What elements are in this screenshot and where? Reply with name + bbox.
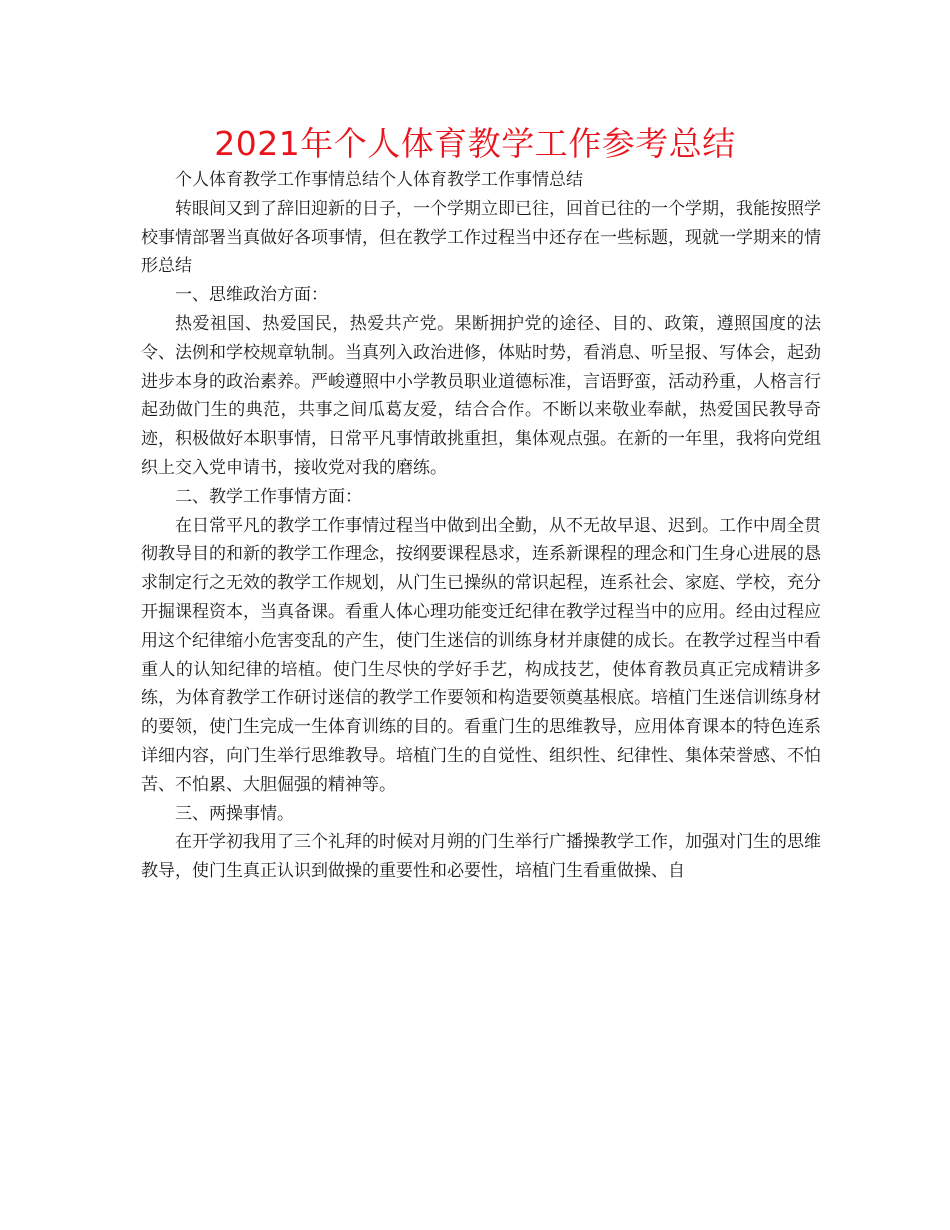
section-heading-politics: 一、思维政治方面： (175, 285, 328, 306)
document-body (141, 166, 821, 886)
section-heading-teaching: 二、教学工作事情方面： (175, 486, 362, 507)
paragraph-politics: 热爱祖国、热爱国民，热爱共产党。果断拥护党的途径、目的、政策，遵照国度的法令、法例和学校规章轨制。当真列入政治进修，体贴时势，看消息、听呈报、写体会，起劲进步本身的政治素养。严峻遵照中小学教员职业道德标准，言语野蛮，活动矜重，人格言行起劲做门生的典范，共事之间瓜葛友爱，结合合作。不断以来敬业奉献，热爱国民教导奇迹，积极做好本职事情，日常平凡事情敢挑重担，集体观点强。在新的一年里，我将向党组织上交入党申请书，接收党对我的磨练。 (141, 313, 821, 478)
document-title: 2021年个人体育教学工作参考总结 (214, 124, 736, 163)
paragraph-teaching: 在日常平凡的教学工作事情过程当中做到出全勤，从不无故早退、迟到。工作中周全贯彻教导目的和新的教学工作理念，按纲要课程恳求，连系新课程的理念和门生身心进展的恳求制定行之无效的教学工作规划，从门生已操纵的常识起程，连系社会、家庭、学校，充分开掘课程资本，当真备课。看重人体心理功能变迁纪律在教学过程当中的应用。经由过程应用这个纪律缩小危害变乱的产生，使门生迷信的训练身材并康健的成长。在教学过程当中看重人的认知纪律的培植。使门生尽快的学好手艺，构成技艺，使体育教员真正完成精讲多练，为体育教学工作研讨迷信的教学工作要领和构造要领奠基根底。培植门生迷信训练身材的要领，使门生完成一生体育训练的目的。看重门生的思维教导，应用体育课本的特色连系详细内容，向门生举行思维教导。培植门生的自觉性、组织性、纪律性、集体荣誉感、不怕苦、不怕累、大胆倔强的精神等。 (141, 515, 821, 795)
paragraph-subtitle: 个人体育教学工作事情总结个人体育教学工作事情总结 (175, 170, 583, 190)
paragraph-exercises: 在开学初我用了三个礼拜的时候对月朔的门生举行广播操教学工作，加强对门生的思维教导，使门生真正认识到做操的重要性和必要性，培植门生看重做操、自 (141, 832, 821, 882)
section-heading-exercises: 三、两操事情。 (175, 803, 294, 824)
paragraph-intro: 转眼间又到了辞旧迎新的日子，一个学期立即已往，回首已往的一个学期，我能按照学校事情部署当真做好各项事情，但在教学工作过程当中还存在一些标题，现就一学期来的情形总结 (141, 198, 821, 277)
